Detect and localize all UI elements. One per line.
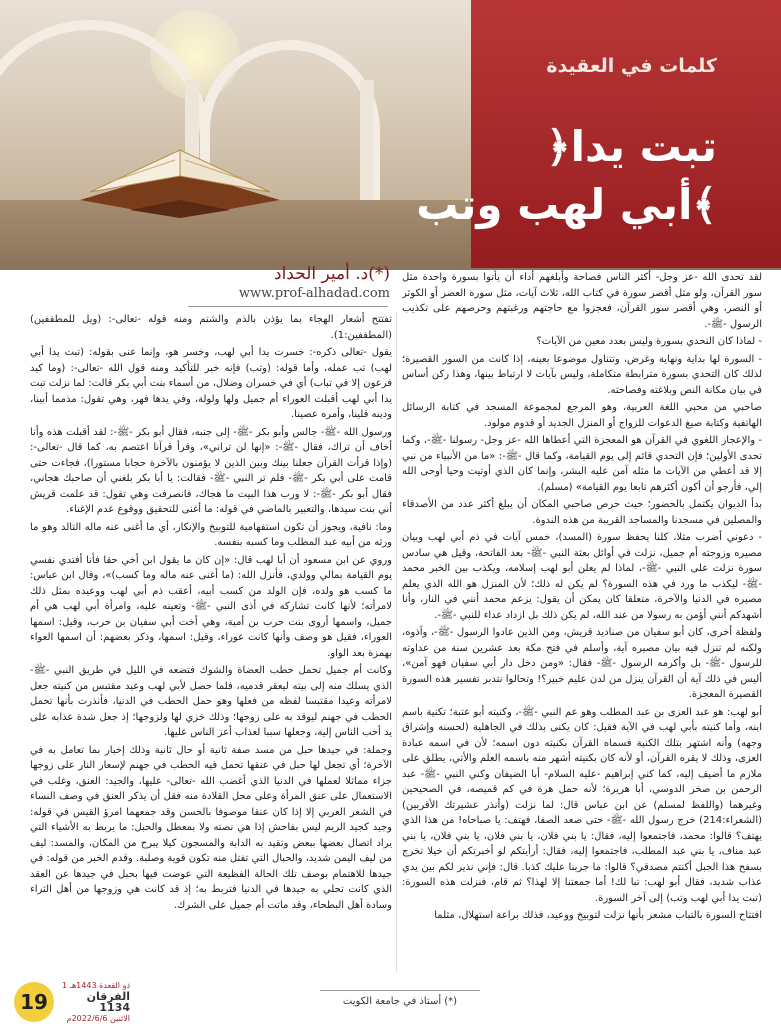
paragraph: صاحبي من محبي اللغة العربية، وهو المرجع لمجموعة المسجد في كتابة الرسائل الهاتفية وكتابة صيغ الدعوات للزواج أو المنزل الجديد أو قدوم مولود. — [402, 402, 762, 429]
paragraph: وكانت أم جميل تحمل حطب العضاة والشوك فتضعه في الليل في طريق النبي -ﷺ- الذي يسلك منه إلى بيته ليعقر قدميه، فلما حصل لأبي لهب وعيد مقتبس من كنيته جعل لامرأته وعيدا مقتبسا لفظه من فعلها وهو حمل الحطب في الدنيا، فأنذرت بأنها تحمل الحطب في جهنم ليوقد به على زوجها؛ وذلك خزي لها ولزوجها؛ إذ جعل شدة عذابه على يد أحب الناس إليه، وجعلها سببا لعذاب أعز الناس عليها. — [30, 665, 392, 738]
issue-date-hijri: 1 ذو القعدة 1443هـ — [61, 981, 130, 990]
author-name: د. أمير الحداد(*) — [274, 264, 390, 284]
paragraph: تفتتح أشعار الهجاء بما يؤذن بالذم والشتم ومنه قوله -تعالى-: (ويل للمطففين) (المطففين:1). — [30, 314, 392, 341]
column-divider — [396, 312, 397, 972]
page-number: 19 — [14, 982, 54, 1022]
author-footnote: (*) أستاذ في جامعة الكويت — [342, 996, 458, 1007]
paragraph: افتتاح السورة بالتباب مشعر بأنها نزلت لتوبيخ ووعيد، فذلك براعة استهلال، مثلما — [434, 910, 762, 921]
title-line-2: أبي لهب وتب﴾ — [416, 180, 717, 229]
paragraph: بدأ الديوان يكتمل بالحضور؛ حيث حرص صاحبي المكان أن يبلغ أكثر عدد من الأصدقاء والمصلين في مسجدنا والمساجد القريبة من هذه الندوة. — [402, 499, 762, 526]
paragraph: - لماذا كان التحدي بسورة وليس بعدد معين من الآيات؟ — [536, 336, 762, 347]
paragraph: - دعوني أضرب مثلا، كلنا يحفظ سورة (المسد)، خمس آيات في ذم أبي لهب وبيان مصيره وزوجته أم جميل، نزلت في أوائل بعثة النبي -ﷺ- بعد الفاتحة، وقيل هي سادس سورة نزلت على النبي -ﷺ-، لماذا لم يعلن أبو لهب إسلامه، ويكذب بين الخبر محمد -ﷺ- ليكذب ما ورد في هذه السورة؟ لم يكن له ذلك؛ لأن المنزل هو الله الذي يعلم مصيره في الدنيا والآخرة، متعلقا كان يمكن أن يقول: يزعم محمد أنني في النار، وأنا أشهدكم أنني أؤمن به رسولا من عند الله، لم يكن ذلك بل ازداد عداء للنبي -ﷺ-. — [402, 532, 762, 621]
paragraph: أبو لهب: هو عبد العزى بن عبد المطلب وهو عم النبي -ﷺ-، وكنيته أبو عتبة؛ تكنية باسم ابنه، وأما كنيته بأبي لهب في الآية فقيل: كان يكنى بذلك في الجاهلية (لحسنه وإشراق وجهه) وأنه اشتهر بتلك الكنية فسماه القرآن بكنيته دون اسمه؛ لأن في اسمه عبادة العزى، وذلك لا يقره القرآن، أو لأنه كان بكنيته أشهر منه باسمه العلم والأتي، يطلق على ملازم ما أضيف إليه، كما كني إبراهيم -عليه السلام- أبا الضيفان وكني النبي -ﷺ- عبد الرحمن بن صخر الدوسي، أبا هريرة؛ لأنه حمل هرة في كم قميصه، في الصحيحين وغيرهما (واللفظ لمسلم) عن ابن عباس قال: لما نزلت (وأنذر عشيرتك الأقربين) (الشعراء:214) خرج رسول الله -ﷺ- حتى صعد الصفا، فهتف: يا صباحاه! من هذا الذي يهتف؟ قالوا: محمد، فاجتمعوا إليه، فقال: يا بني فلان، يا بني فلان، يا بني فلان، يا بني عبد مناف، يا بني عبد المطلب، فاجتمعوا إليه، فقال: أرأيتكم لو أخبرتكم أن خيلا تخرج بسفح هذا الجبل أكنتم مصدقي؟ قالوا: ما جربنا عليك كذبا. قال: فإني نذير لكم بين يدي عذاب شديد، فقال أبو لهب: تبا لك! أما جمعتنا إلا لهذا؟ ثم قام، فنزلت هذه السورة: (تبت يدا أبي لهب وتب) إلى آخر السورة. — [402, 706, 762, 904]
paragraph: ورسول الله -ﷺ- جالس وأبو بكر -ﷺ- إلى جنبه، فقال أبو بكر -ﷺ-: لقد أقبلت هذه وأنا أخاف أن تراك، فقال -ﷺ-: «إنها لن تراني»، وقرأ قرآنا اعتصم به، كما قال -تعالى-: (وإذا قرأت القرآن جعلنا بينك وبين الذين لا يؤمنون بالآخرة حجابا مستورا)، فجاءت حتى قامت على أبي بكر -ﷺ- فلم تر النبي -ﷺ- فقالت: يا أبا بكر بلغني أن صاحبك هجاني، فقال أبو بكر -ﷺ-: لا ورب هذا البيت ما هجاك، فانصرفت وهي تقول: قد علمت قريش أني بنت سيدها، والتعبير بالماضي في قوله: ما أغنى للتحقيق ووقوع عدم الإغناء. — [30, 426, 392, 515]
issue-number: الفرقان 1134 — [86, 990, 130, 1014]
article-title — [397, 118, 717, 234]
title-line-1: ﴿تبت يدا — [545, 122, 717, 171]
paragraph: ولفظة أخرى، كان أبو سفيان من صناديد قريش، ومن الذين عادوا الرسول -ﷺ-، وآذوه، ولكنه لم تنزل فيه بيان مصيره آية، وأسلم في فتح مكة بعد عشرين سنة من عداوته للرسول -ﷺ- بل وأكرمه الرسول -ﷺ- فقال: «ومن دخل دار أبي سفيان فهو آمن»، أليس في ذلك آية أن القرآن ينزل من لدن عليم خبير؟! وتحالوا نتدبر تفسير هذه السورة القصيرة المعجزة. — [402, 627, 762, 700]
issue-date-gregorian: الاثنين 2022/6/6م — [66, 1014, 130, 1023]
paragraph: لقد تحدى الله -عز وجل- أكثر الناس فصاحة وأبلغهم أداء أن يأتوا بسورة واحدة مثل سور القرآن، ولو مثل أقصر سورة في كتاب الله، ثلاث آيات، مثل سورة العصر أو الكوثر أو النصر، وهي أقصر سور القرآن، فعجزوا مع حاجتهم ورغبتهم وحرصهم على تكذيب الرسول -ﷺ-. — [402, 272, 762, 330]
section-title: كلمات في العقيدة — [546, 55, 717, 77]
paragraph: وروي عن ابن مسعود أن أبا لهب قال: «إن كان ما يقول ابن أخي حقا فأنا أفتدي نفسي يوم القيامة بمالي وولدي، فأنزل الله: (ما أغنى عنه ماله وما كسب)»، وقال ابن عباس: ما كسب هو ولده، فإن الولد من كسب أبيه، أعقب ذم أبي لهب ووعيده بمثل ذلك لامرأته؛ لأنها كانت تشاركه في أذى النبي -ﷺ- وتعينه عليه، وامرأة أبي لهب هي أم جميل، واسمها أروى بنت حرب بن أمية، وهي أخت أبي سفيان بن حرب، وقيل: اسمها العوراء، فقيل هو وصف وأنها كانت عوراء، وقيل: اسمها، وذكر بعضهم: أن اسمها العواء بهمزة بعد الواو. — [30, 554, 392, 659]
paragraph: - والإعجاز اللغوي في القرآن هو المعجزة التي أعطاها الله -عز وجل- رسولنا -ﷺ-، وكما تحدى الأولين؛ فإن التحدي قائم إلى يوم القيامة، وكما قال -ﷺ-: «ما من الأنبياء من نبي إلا قد أعطي من الآيات ما مثله آمن عليه البشر، وإنما كان الذي أوتيت وحيا أوحى الله إلي، فأرجو أن أكون أكثرهم تابعا يوم القيامة» (مسلم). — [402, 435, 762, 493]
article-column-left — [30, 312, 392, 972]
author-website[interactable]: www.prof-alhadad.com — [238, 286, 390, 301]
article-column-right — [402, 270, 762, 970]
paragraph: وجملة: في جيدها حبل من مسد صفة ثانية أو حال ثانية وذلك إخبار بما تعامل به في الآخرة؛ أي تجعل لها حبل في عنقها تحمل فيه الحطب في جهنم لإسعار النار على زوجها جزاء مماثلا لعملها في الدنيا الذي أغضب الله -تعالى- عليها، والجيد: العنق، وغلب في الاستعمال على عنق المرأة وعلى محل القلادة منه فقل أن يذكر العنق في وصف النساء في الشعر العربي إلا إذا كان عنقا موصوفا بالحسن وقد جمعهما امرؤ القيس في قوله: وجيد كجيد الريم ليس بفاحش إذا هي نصته ولا بمعطل والحبل: ما يربط به الأشياء التي يراد اتصال بعضها ببعض وتقيد به الدابة والمسجون كيلا يبرح من المكان، والمسد: ليف من ليف اليمن شديد، والحبال التي تفتل منه تكون قوية وصلبة. وقدم الخبر من قوله: في جيدها للاهتمام بوصف تلك الحالة الفظيعة التي عوضت فيها بحبل في جيدها عن العقد الذي كانت تحلي به جيدها في الدنيا فتربط به؛ إذ قد كانت هي وزوجها من أهل الثراء وسادة أهل البطحاء، وقد ماتت أم جميل على الشرك. — [30, 744, 392, 911]
paragraph: - السورة لها بداية ونهاية وغرض، وتتناول موضوعا بعينه، إذا كانت من السور القصيرة؛ لذلك كان التحدي بسورة مترابطة متكاملة، وليس بآيات لا ارتباط بينها، وهذا ركن أساس في بيان مكانة النص وبلاغته وفصاحته. — [402, 353, 762, 396]
issue-info — [60, 980, 130, 1024]
paragraph: يقول -تعالى ذكره-: خسرت يدا أبي لهب، وخسر هو، وإنما عنى بقوله: (تبت يدا أبي لهب) تب عمله، وأما قوله: (وتب) فإنه خبر للتأكيد ومنه قول الله -تعالى-: (وما كيد فرعون إلا في تباب) أي في خسران وضلال، من أسماء بنت أبي بكر قالت: لما نزلت تبت يدا أبي لهب أقبلت العوراء أم جميل ولها ولولة، وفي يدها فهر، وهي تقول: مذمما أبينا، ودينه قلينا، وأمره عصينا. — [30, 347, 392, 420]
column — [360, 80, 374, 210]
quran-stand-image — [70, 130, 290, 220]
paragraph: وما: نافية، ويجوز أن تكون استفهامية للتوبيخ والإنكار، أي ما أغنى عنه ماله التالد وهو ما ورثه من أبيه عبد المطلب وما كسبه بنفسه. — [30, 521, 392, 548]
footnote-divider — [320, 990, 480, 991]
author-divider — [188, 306, 388, 307]
